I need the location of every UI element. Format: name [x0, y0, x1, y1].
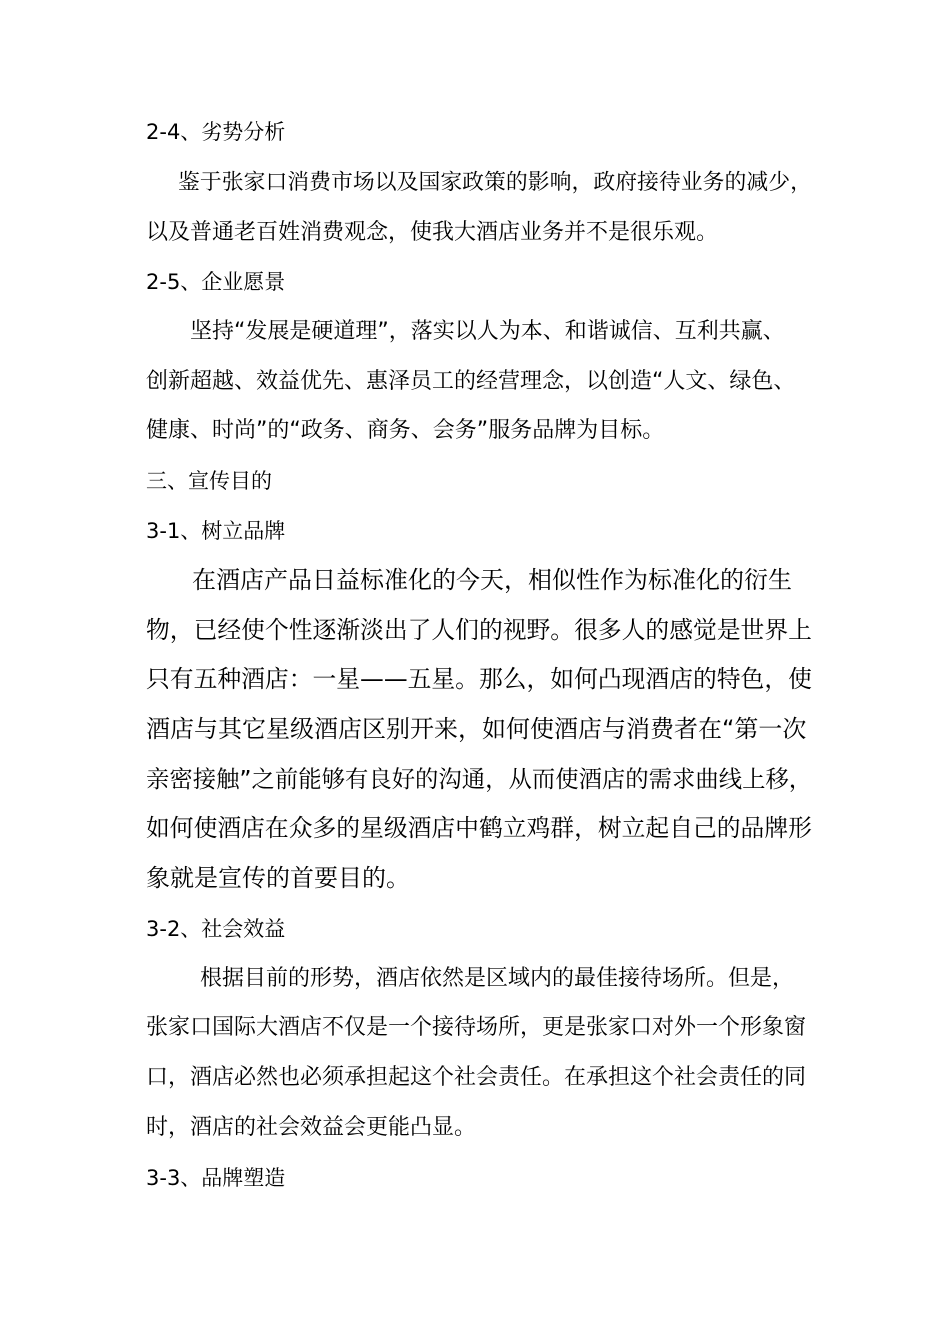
paragraph-line: 鉴于张家口消费市场以及国家政策的影响，政府接待业务的减少， — [178, 170, 812, 195]
paragraph-line: 以及普通老百姓消费观念，使我大酒店业务并不是很乐观。 — [146, 220, 719, 245]
paragraph-line: 酒店与其它星级酒店区别开来，如何使酒店与消费者在“第一次 — [146, 715, 807, 743]
paragraph-line: 亲密接触”之前能够有良好的沟通，从而使酒店的需求曲线上移， — [146, 765, 813, 793]
paragraph-line: 创新超越、效益优先、惠泽员工的经营理念，以创造“人文、绿色、 — [146, 369, 796, 394]
section-heading-3-1: 3-1、树立品牌 — [146, 519, 286, 543]
paragraph-line: 健康、时尚”的“政务、商务、会务”服务品牌为目标。 — [146, 418, 665, 443]
paragraph-line: 根据目前的形势，酒店依然是区域内的最佳接待场所。但是， — [200, 966, 795, 991]
section-heading-2-4: 2-4、劣势分析 — [146, 120, 286, 144]
paragraph-line: 时，酒店的社会效益会更能凸显。 — [146, 1115, 477, 1140]
paragraph-line: 如何使酒店在众多的星级酒店中鹤立鸡群，树立起自己的品牌形 — [146, 814, 812, 842]
section-heading-3-2: 3-2、社会效益 — [146, 917, 286, 941]
paragraph-line: 物，已经使个性逐渐淡出了人们的视野。很多人的感觉是世界上 — [146, 616, 812, 644]
paragraph-line: 象就是宣传的首要目的。 — [146, 864, 410, 892]
paragraph-line: 只有五种酒店：一星——五星。那么，如何凸现酒店的特色，使 — [146, 665, 812, 693]
paragraph-line: 在酒店产品日益标准化的今天，相似性作为标准化的衍生 — [192, 566, 792, 594]
section-heading-3: 三、宣传目的 — [146, 469, 272, 493]
section-heading-3-3: 3-3、品牌塑造 — [146, 1166, 286, 1190]
paragraph-line: 坚持“发展是硬道理”，落实以人为本、和谐诚信、互利共赢、 — [190, 319, 785, 344]
paragraph-line: 张家口国际大酒店不仅是一个接待场所，更是张家口对外一个形象窗 — [146, 1015, 807, 1040]
section-heading-2-5: 2-5、企业愿景 — [146, 270, 286, 294]
paragraph-line: 口，酒店必然也必须承担起这个社会责任。在承担这个社会责任的同 — [146, 1065, 807, 1090]
